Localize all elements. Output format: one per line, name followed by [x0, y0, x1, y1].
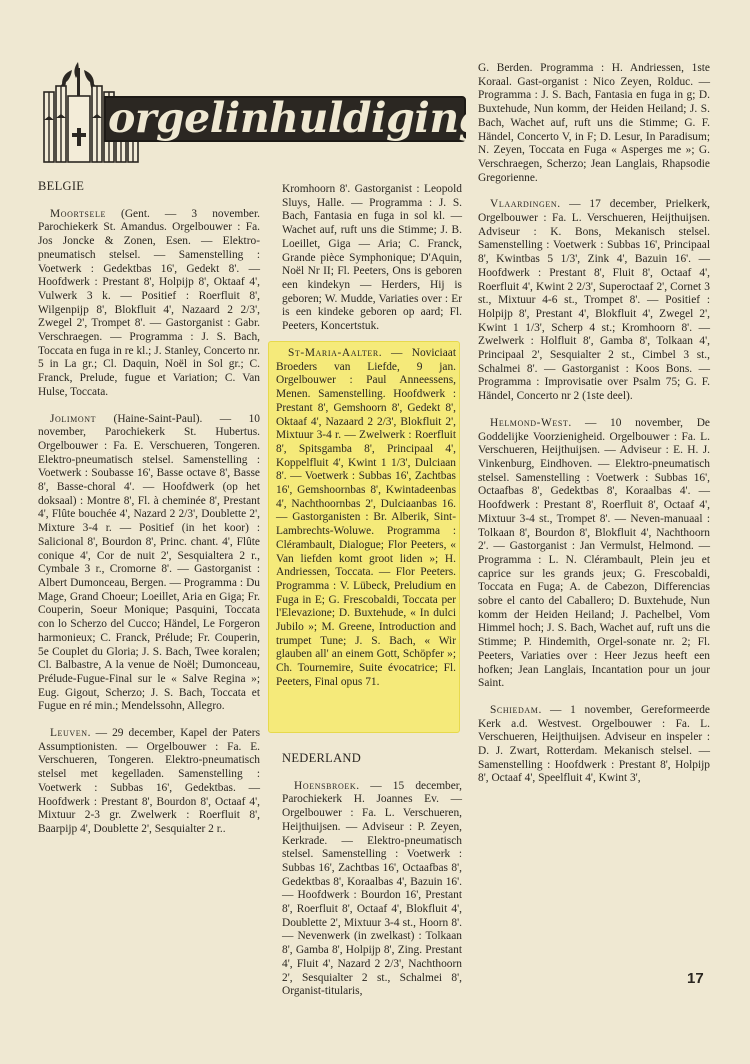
entry-schiedam: Schiedam. — 1 november, Gereformeerde Kerk a.d. Westvest. Orgelbouwer : Fa. L. Verschueren, Heijthuijsen. Adviseur en inspeler : D. J. Zwart, Rotterdam. Mekanisch stelsel. — Samenstelling : Hoofdwerk : Prestant 8', Holpijp 8', Octaaf 4', Speelfluit 4', Kwint 3',: [478, 703, 710, 785]
section-heading-nederland: NEDERLAND: [282, 751, 362, 765]
entry-helmond-west: Helmond-West. — 10 november, De Goddelijke Voorzienigheid. Orgelbouwer : Fa. L. Verschueren, Heijthuijsen. — Adviseur : E. H. J. Vinkenburg, Eindhoven. — Elektro-pneumatisch stelsel. Samenstelling : Voetwerk : Subbas 16', Octaafbas 8', Gedektbas 8', Koraalbas 4'. — Hoofdwerk : Prestant 8', Roerfluit 8', Octaaf 4', Mixtuur 3-4 st., Trompet 8'. — Neven-manuaal : Tolkaan 8', Bourdon 8', Blokfluit 4', Nachthoorn 2'. — Gastorganist : Jan Vermulst, Helmond. — Programma : L. N. Clérambault, Plein jeu et caprice sur les grands jeux; G. Frescobaldi, Toccata en Fuga; A. de Cabezon, Differencias sobre el canto del Caballero; D. Buxtehude, Nun komm der Heiden Heiland; J. Pachelbel, Vom Himmel hoch; J. S. Bach, Wachet auf, ruft uns die Stimme; P. Hindemith, Orgel-sonate nr. 2; Fl. Peeters, Variaties over : Heer Jezus heeft een hofken; Jean Langlais, Incantation pour un jour Saint.: [478, 416, 710, 690]
highlighted-entry: [276, 347, 456, 690]
entry-st-maria-aalter: St-Maria-Aalter. — Noviciaat Broeders van Liefde, 9 jan. Orgelbouwer : Paul Anneessens, Menen. Samenstelling. Hoofdwerk : Prestant 8', Gemshoorn 8', Gedekt 8', Oktaaf 4', Nazaard 2 2/3', Blokfluit 2', Mixtuur 3-4 r. — Zwelwerk : Roerfluit 8', Spitsgamba 8', Principaal 4', Koppelfluit 4', Kwint 1 1/3', Dulciaan 8'. — Voetwerk : Subbas 16', Zachtbas 16', Gemshoornbas 8', Kwintadeenbas 4', Nachthoornbas 2', Dulciaanbas 16. — Gastorganisten : Br. Alberik, Sint-Lambrechts-Woluwe. Programma : Clérambault, Dialogue; Flor Peeters, « Van liefden komt groot liden »; H. Andriessen, Toccata. — Flor Peeters. Programma : V. Lübeck, Preludium en Fuga in E; G. Frescobaldi, Toccata per l'Elevazione; D. Buxtehude, « In dulci Jubilo »; M. Greene, Introduction and trumpet Tune; J. S. Bach, « Wir glauben all' an einem Gott, Schöpfer »; Ch. Tournemire, Suite évocatrice; Fl. Peeters, Final opus 71.: [276, 347, 456, 688]
continuation-text-right: G. Berden. Programma : H. Andriessen, 1ste Koraal. Gast-organist : Nico Zeyen, Rolduc. — Programma : J. S. Bach, Fantasia en fuga in g; D. Buxtehude, Nun komm, der Heiden Heiland; J. S. Bach, Wachet auf, ruft uns die Stimme; G. F. Händel, Concerto V, in F; D. Lesur, In Paradisum; N. Zeyen, Toccata en Fuga « Asperges me »; G. Verschraegen, Scherzo; Jean Langlais, Rhapsodie Gregorienne.: [478, 62, 710, 184]
page-number: 17: [687, 970, 704, 987]
page-title: orgelinhuldigingen: [108, 94, 542, 142]
entry-moortsele: Moortsele (Gent. — 3 november. Parochiekerk St. Amandus. Orgelbouwer : Fa. Jos Joncke & Zonen, Esen. — Elektro-pneumatisch stelsel. — Samenstelling : Voetwerk : Gedektbas 16', Gedekt 8'. — Hoofdwerk : Prestant 8', Holpijp 8', Oktaaf 4', Vulwerk 3 k. — Positief : Roerfluit 8', Wilgenpijp 8', Blokfluit 4', Nazaard 2 2/3', Zwegel 2', Trompet 8'. — Gastorganist : Gabr. Verschraegen. — Programma : J. S. Bach, Toccata en fuga in re kl.; J. Stanley, Concerto nr. 5 in La gr.; Cl. Daquin, Noël in Sol gr.; C. Franck, Prelude, fugue et Variation; C. Van Hulse, Toccata.: [38, 207, 260, 398]
column-middle-bottom: [282, 752, 462, 999]
section-heading-belgie: BELGIE: [38, 179, 85, 193]
column-middle-top: [282, 183, 462, 334]
continuation-text: Kromhoorn 8'. Gastorganist : Leopold Sluys, Halle. — Programma : J. S. Bach, Fantasia en fuga in sol kl. — Wachet auf, ruft uns die Stimme; J. B. Loeillet, Giga — Aria; C. Franck, Grande pièce Symphonique; D'Aquin, Noël Nr II; Fl. Peeters, Ons is geboren een kindekyn — Herders, Hij is geboren; W. Mudde, Variaties over : Er is een kindeke geboren op aard; Fl. Peeters, Koncertstuk.: [282, 183, 462, 333]
entry-jolimont: Jolimont (Haine-Saint-Paul). — 10 november, Parochiekerk St. Hubertus. Orgelbouwer : Fa. E. Verschueren, Tongeren. Elektro-pneumatisch stelsel. Samenstelling : Voetwerk : Soubasse 16', Basse octave 8', Basse 8', Basse-choral 4'. — Hoofdwerk (op het doksaal) : Montre 8', Fl. à cheminée 8', Prestant 4', Flûte bouchée 4', Nazard 2 2/3', Doublette 2', Mixture 3-4 r. — Positief (in het koor) : Salicional 8', Bourdon 8', Princ. chant. 4', Flûte conique 4', Cor de nuit 2', Sesquialtera 2 r., Cymbale 3 r., Cromorne 8'. — Gastorganist : Albert Dumonceau, Bergen. — Programma : Du Mage, Grand Choeur; Loeillet, Aria en Giga; Fr. Couperin, Soeur Monique; Pasquini, Toccata con lo Scherzo del Cucco; Händel, Le Forgeron harmonieux; C. Franck, Prélude; Fr. Couperin, 5e Couplet du Gloria; J. S. Bach, Twee koralen; Cl. Balbastre, A la venue de Noël; Dumonceau, Prélude-Fugue-Final sur le « Salve Regina »; Eug. Gigout, Scherzo; J. S. Bach, Toccata et Fugue en ré min.; Mendelssohn, Allegro.: [38, 412, 260, 713]
entry-hoensbroek: Hoensbroek. — 15 december, Parochiekerk H. Joannes Ev. — Orgelbouwer : Fa. L. Verschueren, Heijthuijsen. — Adviseur : P. Zeyen, Kerkrade. — Elektro-pneumatisch stelsel. Samenstelling : Voetwerk : Subbas 16', Zachtbas 16', Octaafbas 8', Gedektbas 8', Koraalbas 4', Bazuin 16'. — Hoofdwerk : Bourdon 16', Prestant 8', Roerfluit 8', Octaaf 4', Blokfluit 4', Doublette 2', Mixtuur 3-4 st., Hoorn 8'. — Nevenwerk (in zwelkast) : Tolkaan 8', Gamba 8', Holpijp 8', Zing. Prestant 4', Fluit 4', Nazard 2 2/3', Nachthoorn 2', Sesquialter 2 st., Schalmei 8', Organist-titularis,: [282, 779, 462, 998]
column-right: [478, 62, 710, 786]
entry-leuven: Leuven. — 29 december, Kapel der Paters Assumptionisten. — Orgelbouwer : Fa. E. Verschueren, Tongeren. Elektro-pneumatisch stelsel met kegelladen. Samenstelling : Voetwerk : Subbas 16', Gedektbas. — Hoofdwerk : Prestant 8', Bourdon 8', Octaaf 4', Mixtuur 2-3 gr. Zwelwerk : Roerfluit 8', Baarpijp 4', Doublette 2', Sesquialter 2 r..: [38, 727, 260, 835]
entry-vlaardingen: Vlaardingen. — 17 december, Prielkerk, Orgelbouwer : Fa. L. Verschueren, Heijthuijsen. Adviseur : K. Bons, Mekanisch stelsel. Samenstelling : Voetwerk : Subbas 16', Principaal 8', Kwintbas 5 1/3', Zink 4', Bazuin 16'. — Hoofdwerk : Prestant 8', Fluit 8', Octaaf 4', Roerfluit 4', Kwint 2 2/3', Superoctaaf 2', Cornet 3 st., Mixtuur 4-6 st., Trompet 8'. — Positief : Holpijp 8', Prestant 4', Blokfluit 4', Zwegel 2', Kwint 1 1/3', Scherp 4 st.; Kromhoorn 8'. — Zwelwerk : Holfluit 8', Gamba 8', Tolkaan 4', Principaal 2', Sesquialter 2 st., Cimbel 3 st., Schalmei 8'. — Gastorganist : Koos Bons. — Programma : Improvisatie over Psalm 75; G. F. Händel, Concerto nr 2 (1ste deel).: [478, 198, 710, 403]
column-left: [38, 180, 260, 837]
